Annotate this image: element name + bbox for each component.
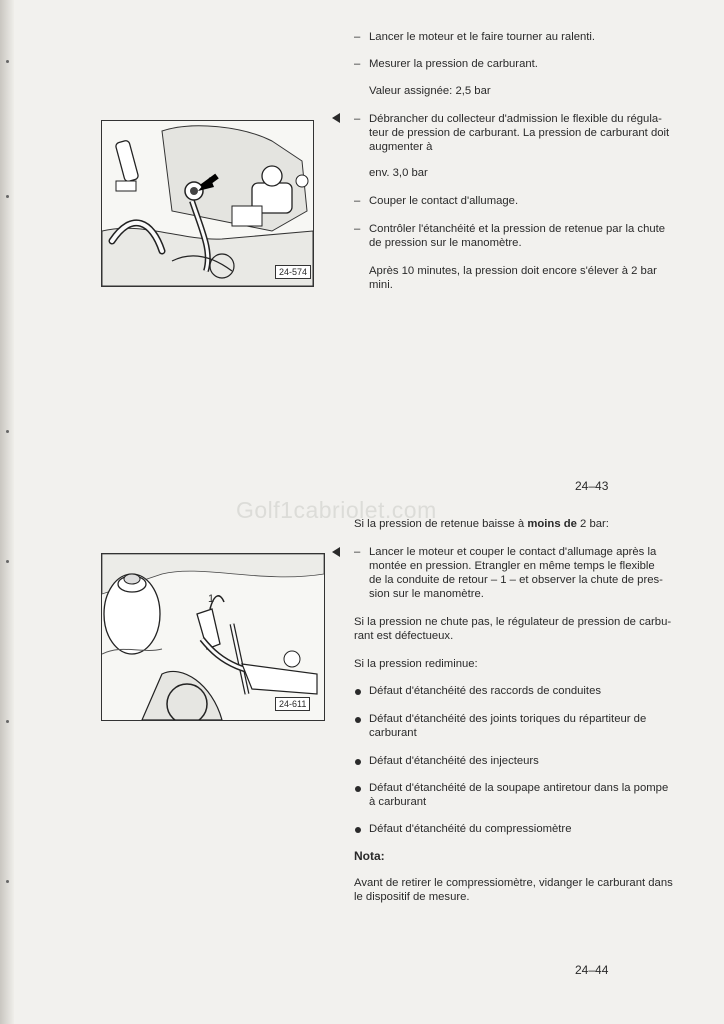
- dash-marker: –: [354, 223, 361, 235]
- figure-fuel-pressure-regulator: [101, 120, 314, 287]
- list-item: Défaut d'étanchéité des raccords de conduites: [369, 685, 602, 697]
- step-text: montée en pression. Etrangler en même temps le flexible: [369, 560, 655, 572]
- nota-text: Avant de retirer le compressiomètre, vidanger le carburant dans: [354, 877, 673, 889]
- step-text: Lancer le moteur et le faire tourner au ralenti.: [369, 31, 596, 43]
- step-text: Contrôler l'étanchéité et la pression de retenue par la chute: [369, 223, 666, 235]
- dash-marker: –: [354, 31, 361, 43]
- binding-mark: [6, 430, 9, 433]
- list-item: à carburant: [369, 796, 427, 808]
- binding-mark: [6, 195, 9, 198]
- step-text: Après 10 minutes, la pression doit encore s'élever à 2 bar: [369, 265, 657, 277]
- watermark: Golf1cabriolet.com: [236, 497, 437, 523]
- body-text: Si la pression ne chute pas, le régulateur de pression de carbu-: [354, 616, 672, 628]
- list-item: Défaut d'étanchéité des injecteurs: [369, 755, 539, 767]
- intro-text: Si la pression de retenue baisse à: [354, 518, 528, 530]
- bullet-icon: [355, 786, 361, 792]
- list-item: carburant: [369, 727, 417, 739]
- dash-marker: –: [354, 58, 361, 70]
- step-text: teur de pression de carburant. La pression de carburant doit: [369, 127, 670, 139]
- figure-number-label: 24-611: [275, 697, 310, 711]
- page-number: 24–44: [575, 963, 609, 977]
- bullet-icon: [355, 827, 361, 833]
- list-item: Défaut d'étanchéité des joints toriques du répartiteur de: [369, 713, 647, 725]
- step-text: de la conduite de retour – 1 – et observer la chute de pres-: [369, 574, 663, 586]
- pointer-arrow-icon: [332, 113, 340, 123]
- nota-text: le dispositif de mesure.: [354, 891, 470, 903]
- step-value: env. 3,0 bar: [369, 167, 428, 179]
- dash-marker: –: [354, 113, 361, 125]
- nota-heading: Nota:: [354, 849, 385, 863]
- binding-mark: [6, 720, 9, 723]
- bullet-icon: [355, 759, 361, 765]
- section-intro: [354, 517, 609, 531]
- figure-callout: 1: [208, 593, 215, 605]
- step-text: Lancer le moteur et couper le contact d'allumage après la: [369, 546, 657, 558]
- pointer-arrow-icon: [332, 547, 340, 557]
- figure-number-label: 24-574: [275, 265, 311, 279]
- binding-mark: [6, 60, 9, 63]
- step-text: Débrancher du collecteur d'admission le flexible du régula-: [369, 113, 662, 125]
- step-text: sion sur le manomètre.: [369, 588, 484, 600]
- binding-mark: [6, 560, 9, 563]
- bullet-icon: [355, 717, 361, 723]
- step-text: augmenter à: [369, 141, 433, 153]
- list-item: Défaut d'étanchéité du compressiomètre: [369, 823, 572, 835]
- list-item: Défaut d'étanchéité de la soupape antiretour dans la pompe: [369, 782, 669, 794]
- intro-emphasis: moins de: [527, 518, 577, 530]
- step-text: de pression sur le manomètre.: [369, 237, 522, 249]
- intro-text: 2 bar:: [576, 518, 609, 530]
- binding-mark: [6, 880, 9, 883]
- body-text: rant est défectueux.: [354, 630, 454, 642]
- bullet-icon: [355, 689, 361, 695]
- dash-marker: –: [354, 546, 361, 558]
- body-text: Si la pression rediminue:: [354, 658, 478, 670]
- step-text: mini.: [369, 279, 393, 291]
- step-value: Valeur assignée: 2,5 bar: [369, 85, 491, 97]
- figure-return-line: [101, 553, 325, 721]
- page-number: 24–43: [575, 479, 609, 493]
- step-text: Mesurer la pression de carburant.: [369, 58, 538, 70]
- step-text: Couper le contact d'allumage.: [369, 195, 519, 207]
- page-binding-shadow: [0, 0, 14, 1024]
- dash-marker: –: [354, 195, 361, 207]
